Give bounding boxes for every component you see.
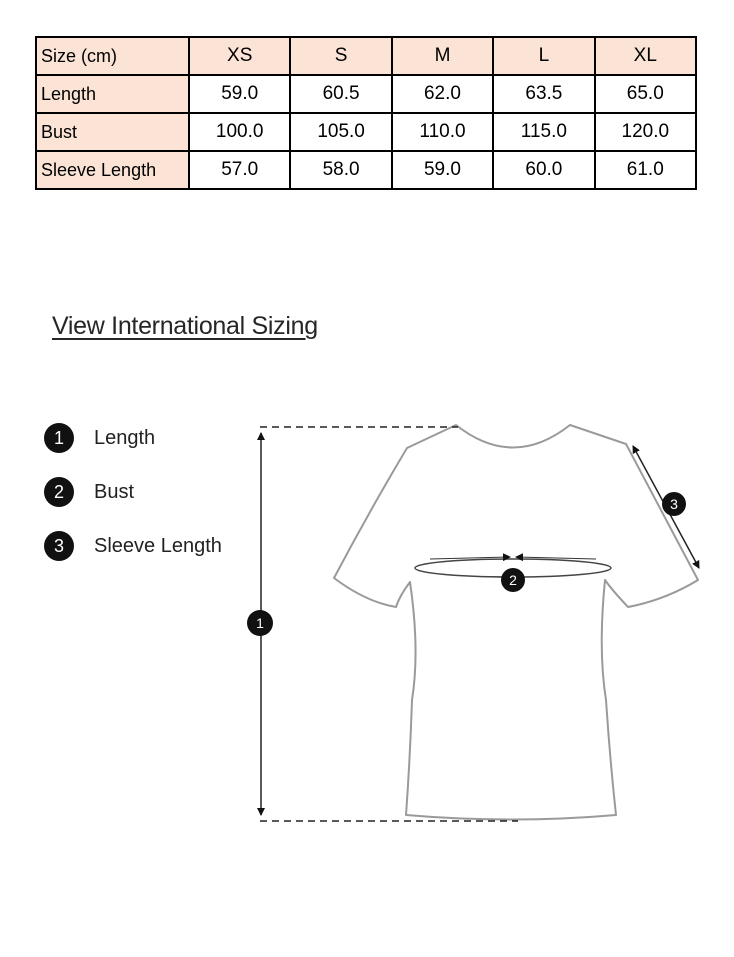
view-international-sizing-link[interactable]: View International Sizing — [52, 312, 318, 340]
table-cell: 62.0 — [392, 75, 493, 113]
sleeve-badge-icon — [662, 492, 686, 516]
table-cell: 63.5 — [493, 75, 594, 113]
table-cell: 100.0 — [189, 113, 290, 151]
table-cell: 115.0 — [493, 113, 594, 151]
badge-number: 1 — [256, 615, 264, 631]
table-cell: 105.0 — [290, 113, 391, 151]
table-header-cell: Size (cm) — [36, 37, 189, 75]
tshirt-outline-icon — [334, 425, 698, 820]
table-cell: 57.0 — [189, 151, 290, 189]
table-header-cell: L — [493, 37, 594, 75]
table-cell: 65.0 — [595, 75, 696, 113]
table-cell: 58.0 — [290, 151, 391, 189]
row-label: Bust — [36, 113, 189, 151]
number-badge-icon: 3 — [44, 531, 74, 561]
table-cell: 110.0 — [392, 113, 493, 151]
badge-number: 3 — [670, 496, 678, 512]
table-header-cell: XS — [189, 37, 290, 75]
badge-number: 2 — [509, 572, 517, 588]
legend-label: Length — [94, 426, 156, 449]
table-cell: 59.0 — [392, 151, 493, 189]
legend-label: Bust — [94, 480, 135, 503]
legend-label: Sleeve Length — [94, 534, 222, 557]
number-badge-icon: 2 — [44, 477, 74, 507]
number-badge-icon: 1 — [44, 423, 74, 453]
table-cell: 59.0 — [189, 75, 290, 113]
table-header-cell: S — [290, 37, 391, 75]
table-cell: 61.0 — [595, 151, 696, 189]
row-label: Length — [36, 75, 189, 113]
table-cell: 120.0 — [595, 113, 696, 151]
table-header-cell: M — [392, 37, 493, 75]
row-label: Sleeve Length — [36, 151, 189, 189]
table-cell: 60.5 — [290, 75, 391, 113]
length-badge-icon — [247, 610, 273, 636]
table-header-cell: XL — [595, 37, 696, 75]
bust-badge-icon — [501, 568, 525, 592]
table-cell: 60.0 — [493, 151, 594, 189]
